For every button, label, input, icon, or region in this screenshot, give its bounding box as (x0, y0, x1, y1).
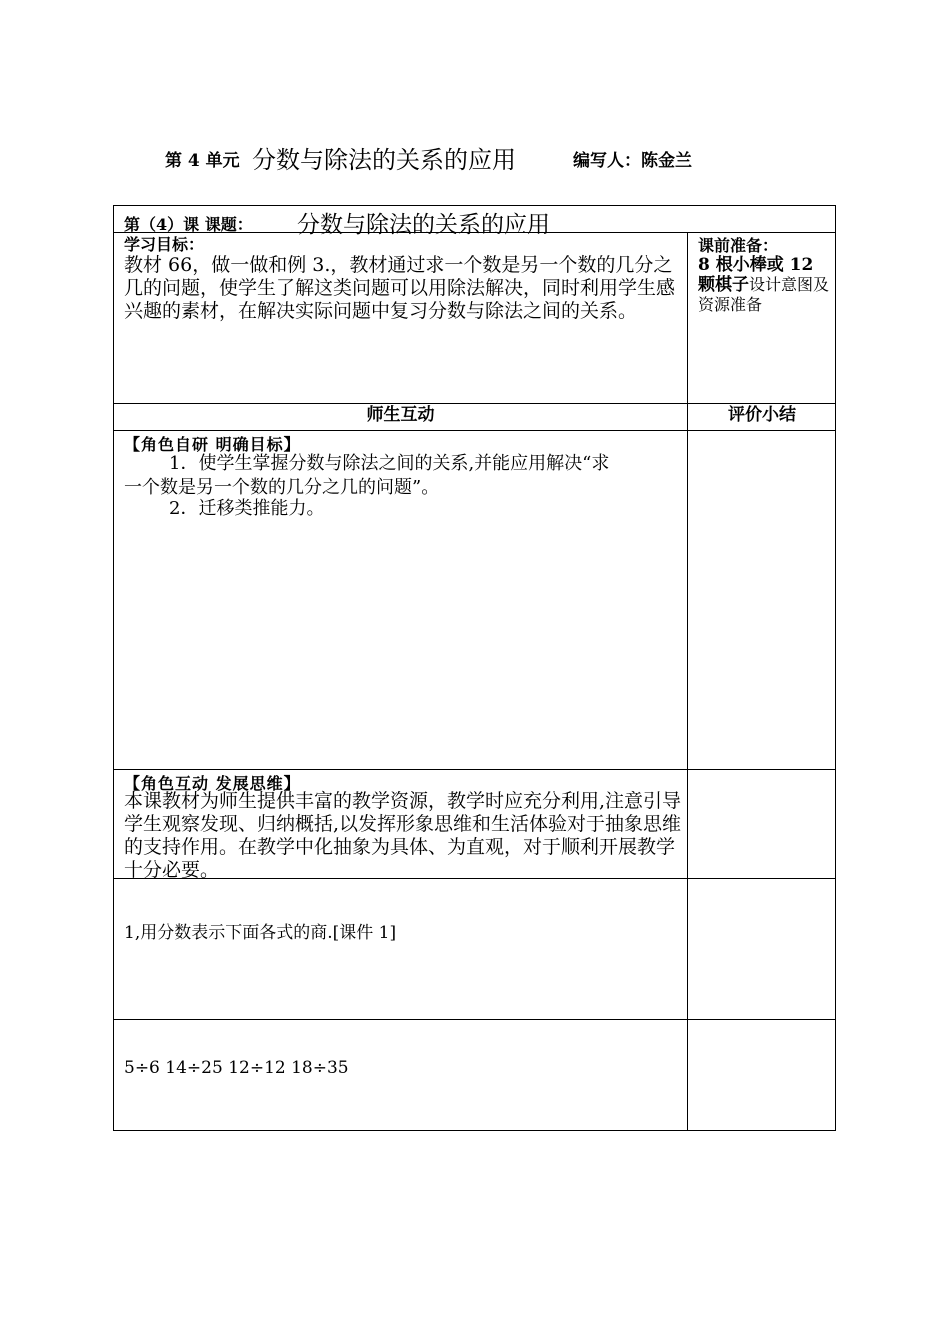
author-label: 编写人：陈金兰 (573, 151, 692, 171)
preparation-materials: 8 根小棒或 12 颗棋子 (698, 255, 814, 295)
section2-text: 本课教材为师生提供丰富的教学资源，教学时应充分利用,注意引导学生观察发现、归纳概括,以发挥形象思维和生活体验对于抽象思维的支持作用。在教学中化抽象为具体、为直观，对于顺利开展教学十分必要。 (124, 790, 682, 881)
section1-item2: 2．迁移类推能力。 (169, 498, 325, 519)
column-divider (687, 232, 688, 1131)
unit-topic: 分数与除法的关系的应用 (252, 146, 516, 174)
row-divider (114, 769, 835, 770)
document-title (0, 140, 950, 180)
unit-label: 第 4 单元 (165, 151, 240, 171)
lesson-topic: 分数与除法的关系的应用 (297, 212, 550, 238)
section1-item1-line2: 一个数是另一个数的几分之几的问题”。 (124, 477, 440, 498)
objectives-label: 学习目标： (124, 235, 205, 254)
preparation-cell (698, 236, 832, 314)
preparation-text: 设计意图及资源准备 (698, 275, 830, 314)
exercise2-text: 5÷6 14÷25 12÷12 18÷35 (124, 1058, 349, 1078)
section1-title: 【角色自研 明确目标】 (124, 435, 301, 454)
evaluation-header: 评价小结 (728, 405, 796, 425)
preparation-label: 课前准备： (698, 236, 779, 255)
lesson-number-label: 第（4）课 课题： (124, 215, 253, 234)
section2-title: 【角色互动 发展思维】 (124, 774, 301, 793)
section1-item1-line1: 1．使学生掌握分数与除法之间的关系,并能应用解决“求 (169, 453, 610, 474)
lesson-plan-table (113, 205, 836, 1131)
interaction-header: 师生互动 (366, 405, 435, 425)
row-divider (114, 430, 835, 431)
exercise1-text: 1,用分数表示下面各式的商.[课件 1] (124, 923, 397, 943)
objectives-text: 教材 66，做一做和例 3.，教材通过求一个数是另一个数的几分之几的问题，使学生了解这类问题可以用除法解决，同时利用学生感兴趣的素材，在解决实际问题中复习分数与除法之间的关系。 (124, 254, 676, 322)
row-divider (114, 1019, 835, 1020)
